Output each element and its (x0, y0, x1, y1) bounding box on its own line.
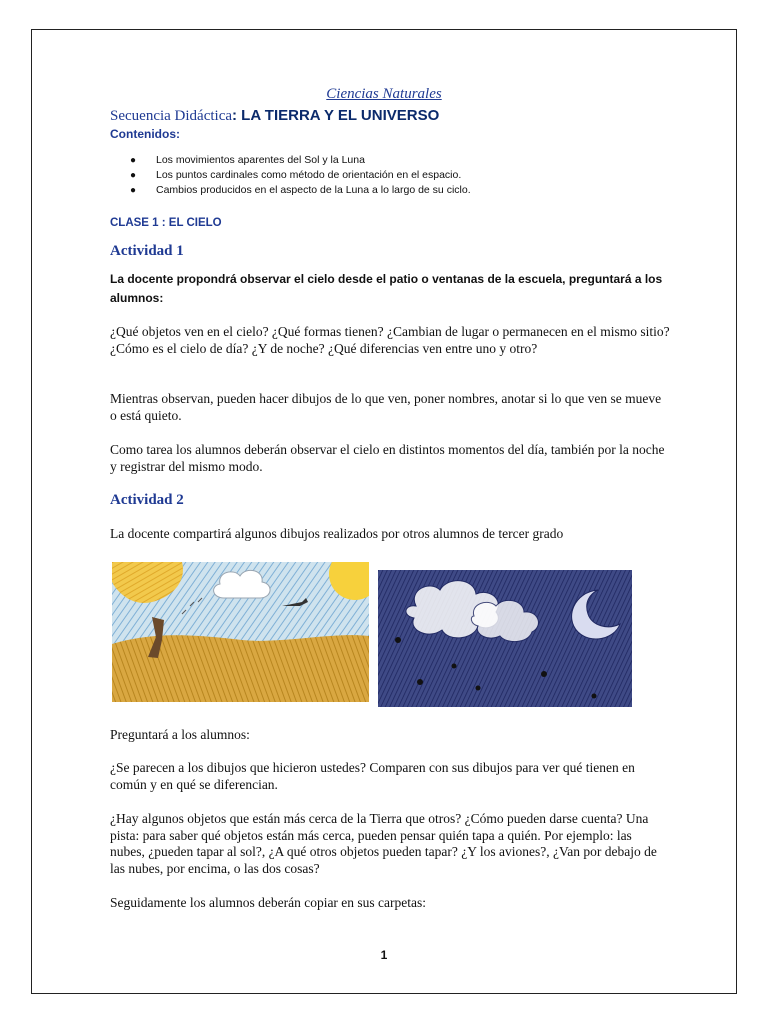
activity-2-compare: ¿Se parecen a los dibujos que hicieron ustedes? Comparen con sus dibujos para ver qué tienen en común y en qué se diferencian. (110, 760, 635, 792)
sequence-heading (110, 107, 439, 125)
activity-1-homework: Como tarea los alumnos deberán observar el cielo en distintos momentos del día, también por la noche y registrar del mismo modo. (110, 442, 665, 474)
night-sky-drawing (378, 570, 632, 707)
day-sky-drawing (112, 562, 369, 702)
bullet-icon: ● (130, 185, 137, 196)
activity-2-ask: Preguntará a los alumnos: (110, 727, 250, 742)
contents-label: Contenidos: (110, 127, 180, 141)
list-item: ● Cambios producidos en el aspecto de la Luna a lo largo de su ciclo. (130, 184, 471, 196)
bullet-icon: ● (130, 155, 137, 166)
activity-1-observation: Mientras observan, pueden hacer dibujos de lo que ven, poner nombres, anotar si lo que ven se mueve o está quieto. (110, 391, 662, 423)
activity-2-intro: La docente compartirá algunos dibujos realizados por otros alumnos de tercer grado (110, 526, 564, 541)
activity-1-instruction: La docente propondrá observar el cielo desde el patio o ventanas de la escuela, preguntará a los alumnos: (110, 272, 663, 305)
activity-2-distance: ¿Hay algunos objetos que están más cerca de la Tierra que otros? ¿Cómo pueden darse cuenta? Una pista: para saber qué objetos están más cerca, pueden pensar quién tapa a quién. Por ejemplo: las nubes, ¿pueden tapar al sol?, ¿A qué otros objetos pueden tapar? ¿Y los aviones?, ¿Van por debajo de las nubes, por encima, o las dos cosas? (110, 811, 657, 876)
contents-list (130, 153, 471, 198)
list-item: ● Los puntos cardinales como método de orientación en el espacio. (130, 169, 462, 181)
list-item: ● Los movimientos aparentes del Sol y la Luna (130, 154, 365, 166)
activity-1-questions: ¿Qué objetos ven en el cielo? ¿Qué formas tienen? ¿Cambian de lugar o permanecen en el mismo sitio? ¿Cómo es el cielo de día? ¿Y de noche? ¿Qué diferencias ven entre uno y otro? (110, 324, 670, 356)
activity-2-title: Actividad 2 (110, 492, 184, 508)
activity-2-copy: Seguidamente los alumnos deberán copiar en sus carpetas: (110, 895, 427, 910)
subject-title: Ciencias Naturales (326, 86, 442, 102)
sequence-label: Secuencia Didáctica (110, 108, 233, 124)
class-heading: CLASE 1 : EL CIELO (110, 217, 222, 229)
page-number: 1 (380, 948, 388, 962)
sequence-title: : LA TIERRA Y EL UNIVERSO (232, 107, 440, 124)
activity-1-title: Actividad 1 (110, 243, 184, 259)
bullet-icon: ● (130, 170, 137, 181)
